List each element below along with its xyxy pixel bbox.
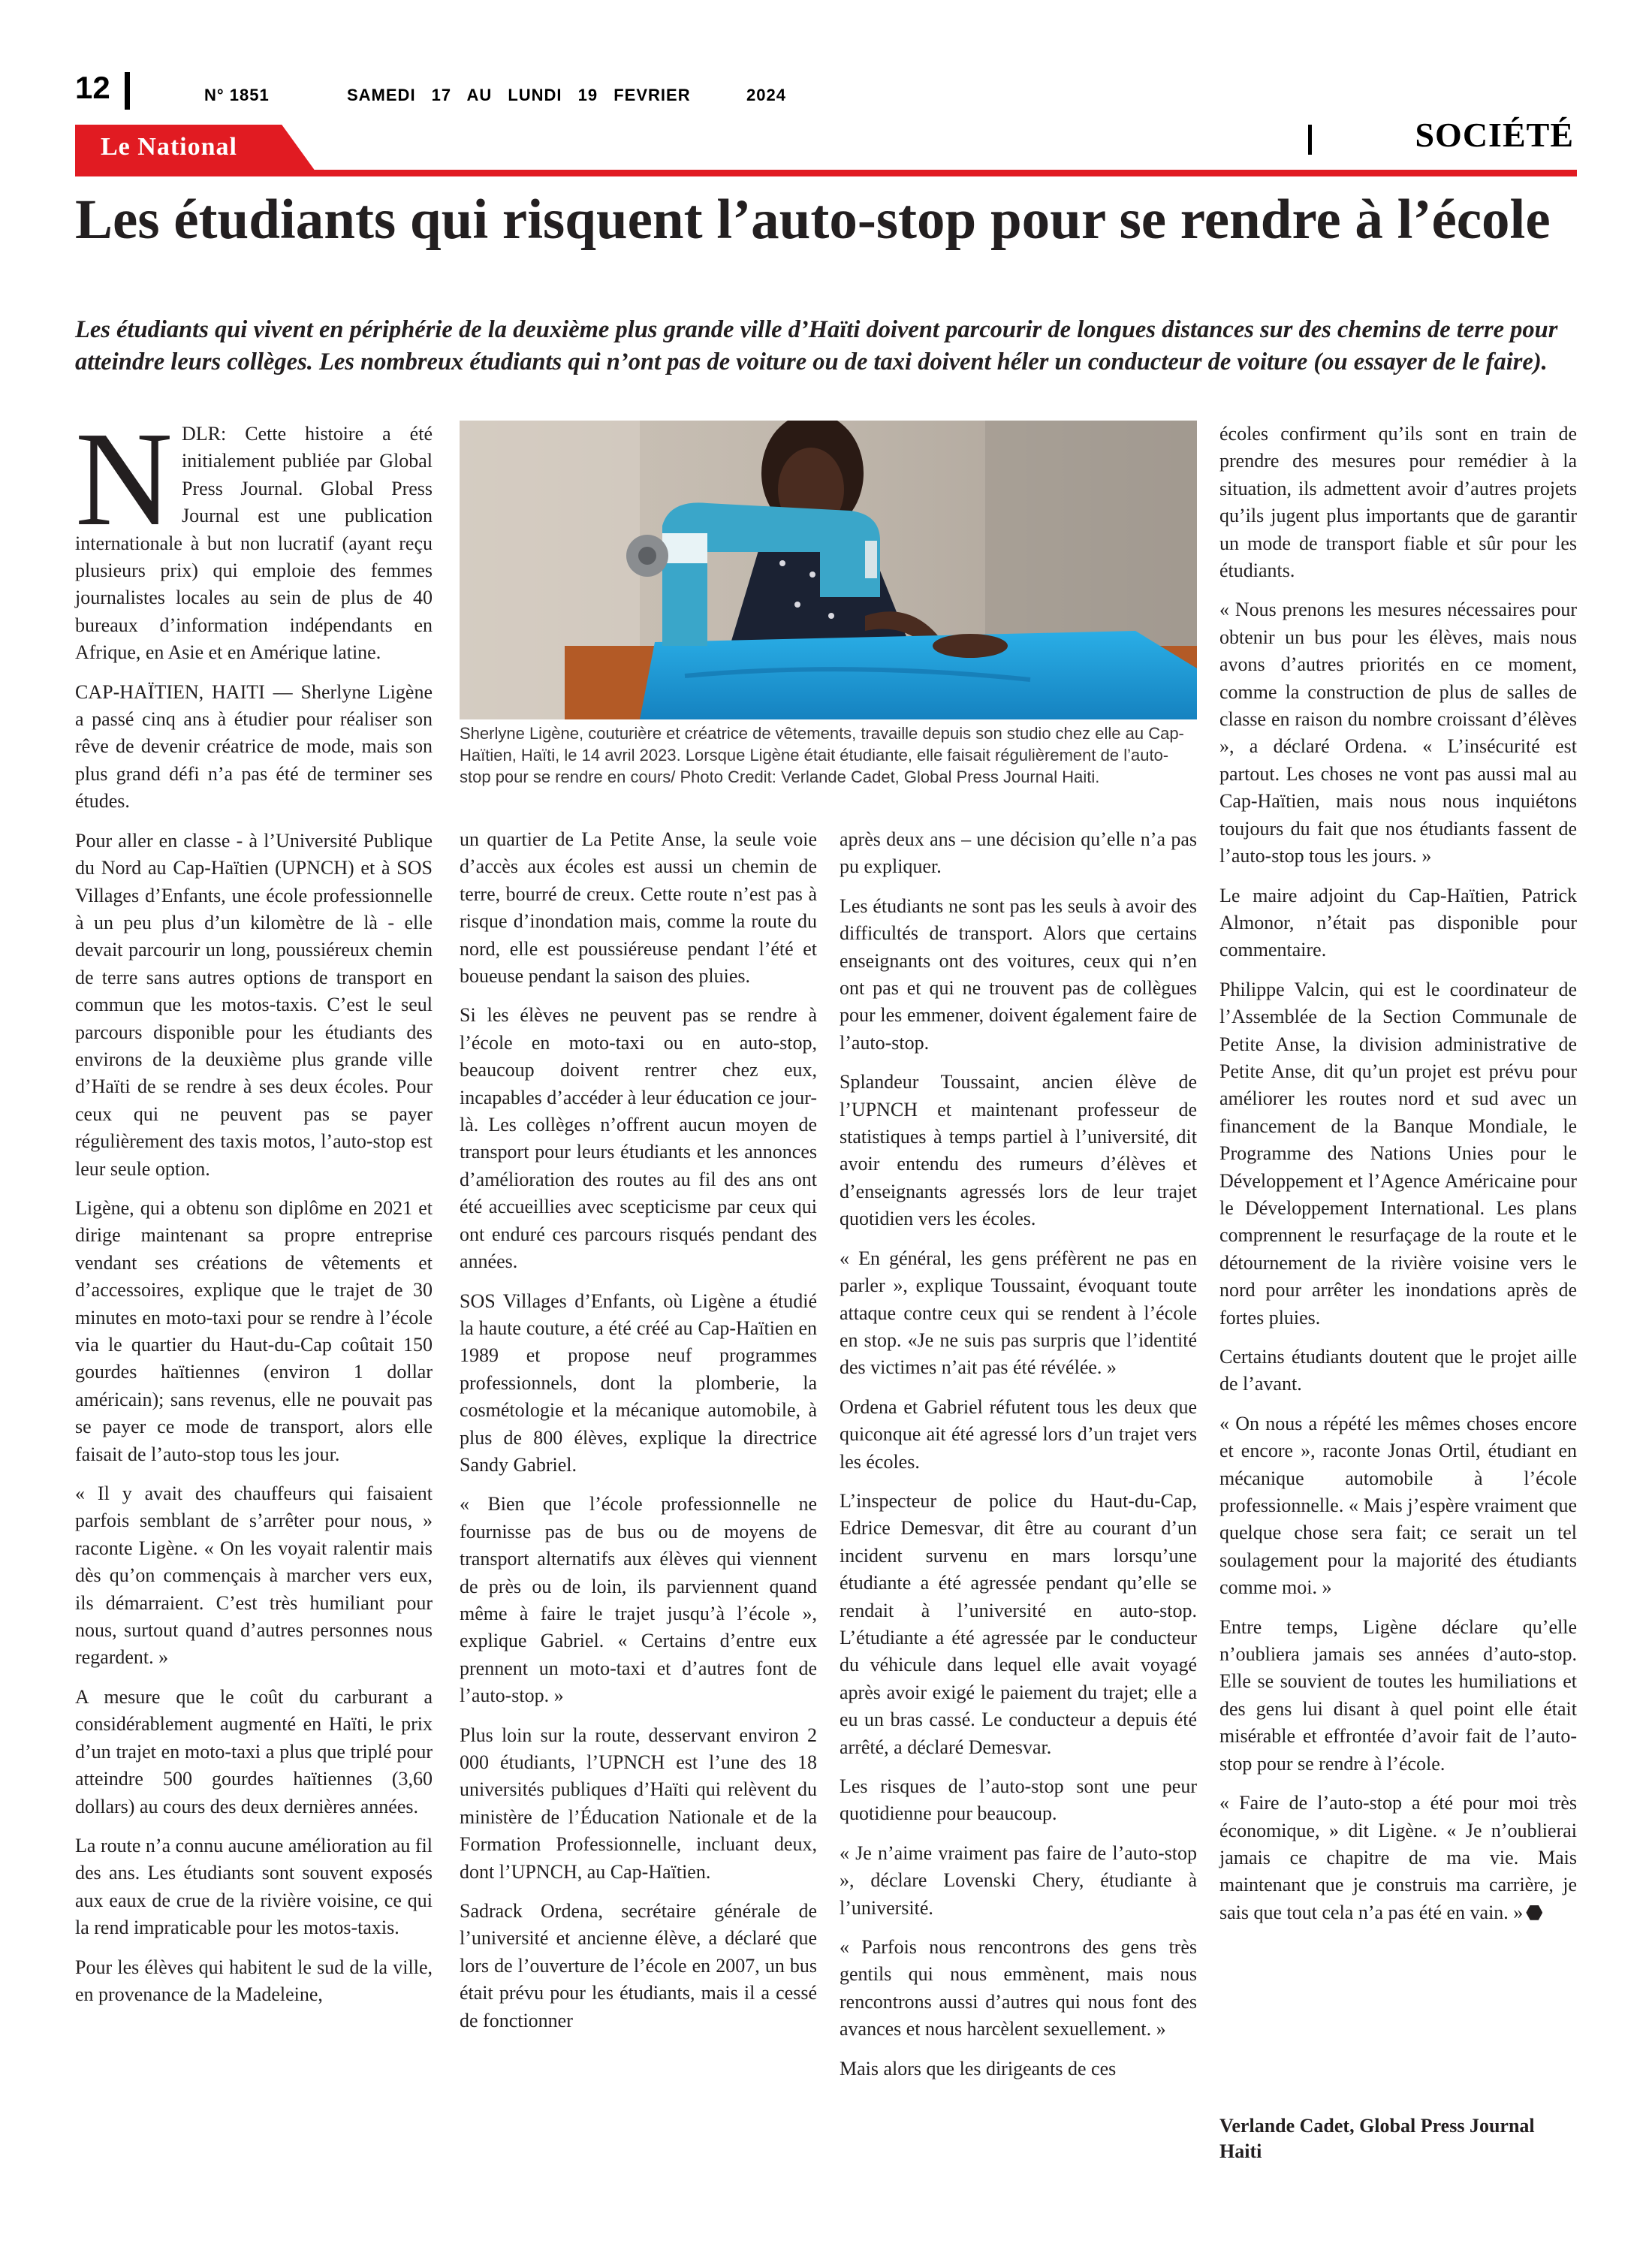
paragraph: « Je n’aime vraiment pas faire de l’auto-stop », déclare Lovenski Chery, étudiante à l’université. — [840, 1841, 1197, 1919]
paragraph: Les risques de l’auto-stop sont une peur quotidienne pour beaucoup. — [840, 1775, 1197, 1825]
photo-caption: Sherlyne Ligène, couturière et créatrice de vêtements, travaille depuis son studio chez elle au Cap-Haïtien, Haïti, le 14 avril 2023. Lorsque Ligène était étudiante, elle faisait régulièrement de l’auto-stop pour se rendre en cours/ Photo Credit: Verlande Cadet, Global Press Journal Haiti. — [460, 724, 1184, 786]
paragraph: Le maire adjoint du Cap-Haïtien, Patrick Almonor, n’était pas disponible pour commentaire. — [1219, 884, 1577, 961]
end-mark-icon — [1526, 1905, 1542, 1920]
paragraph: SOS Villages d’Enfants, où Ligène a étudié la haute couture, a été créé au Cap-Haïtien en 1989 et propose neuf programmes professionnels, dont la plomberie, la cosmétologie et la mécanique automobile, à plus de 800 élèves, explique la directrice Sandy Gabriel. — [460, 1289, 817, 1476]
brand-name: Le National — [101, 133, 237, 161]
paragraph: Ordena et Gabriel réfutent tous les deux que quiconque ait été agressé lors d’un trajet vers les écoles. — [840, 1395, 1197, 1473]
final-paragraph: « Faire de l’auto-stop a été pour moi très économique, » dit Ligène. « Je n’oublierai jamais ce chapitre de ma vie. Mais maintenant que je construis ma carrière, je sais que tout cela n’a pas été en vain. » — [1219, 1792, 1577, 1923]
paragraph: Plus loin sur la route, desservant environ 2 000 étudiants, l’UPNCH est l’une des 18 universités publiques d’Haïti qui relèvent du ministère de l’Éducation Nationale et de la Formation Professionnelle, incluant deux, dont l’UPNCH, au Cap-Haïtien. — [460, 1724, 817, 1883]
paragraph: Pour aller en classe - à l’Université Publique du Nord au Cap-Haïtien (UPNCH) et à SOS Villages d’Enfants, une école professionnelle à un peu plus d’un kilomètre de là - elle devait parcourir un long, poussiéreux chemin de terre sans autres options de transport en commun que les motos-taxis. C’est le seul parcours disponible pour les étudiants des environs de la deuxième plus grande ville d’Haïti de se rendre à ses deux écoles. Pour ceux qui ne peuvent pas se payer régulièrement des taxis motos, l’auto-stop est leur seule option. — [75, 829, 433, 1180]
paragraph: CAP-HAÏTIEN, HAITI — Sherlyne Ligène a passé cinq ans à étudier pour réaliser son rêve de devenir créatrice de mode, mais son plus grand défi n’a pas été de terminer ses études. — [75, 680, 433, 813]
paragraph: Si les élèves ne peuvent pas se rendre à l’école en moto-taxi ou en auto-stop, beaucoup doivent rentrer chez eux, incapables d’accéder à leur éducation ce jour-là. Les collèges n’offrent aucun moyen de transport pour leurs étudiants et les annonces d’amélioration des routes au fil des ans ont été accueillies avec scepticisme par ceux qui ont enduré ces parcours risqués pendant des années. — [460, 1004, 817, 1273]
paragraph: La route n’a connu aucune amélioration au fil des ans. Les étudiants sont souvent exposés aux eaux de crue de la rivière voisine, ce qui la rend impraticable pour les motos-taxis. — [75, 1834, 433, 1939]
section-divider — [1308, 125, 1312, 155]
issue-date: SAMEDI 17 AU LUNDI 19 FEVRIER — [347, 86, 691, 104]
paragraph: « Il y avait des chauffeurs qui faisaient parfois semblant de s’arrêter pour nous, » raconte Ligène. « On les voyait ralentir mais dès qu’on commençais à marcher vers eux, ils démarraient. C’est très humiliant pour nous, surtout quand d’autres personnes nous regardent. » — [75, 1482, 433, 1669]
header-rule — [75, 170, 1577, 176]
article-deck: Les étudiants qui vivent en périphérie de la deuxième plus grande ville d’Haïti doivent parcourir de longues distances sur des chemins de terre pour atteindre leurs collèges. Les nombreux étudiants qui n’ont pas de voiture ou de taxi doivent héler un conducteur de voiture (ou essayer de le faire). — [75, 316, 1558, 376]
drop-cap: N — [75, 404, 173, 553]
article-title: Les étudiants qui risquent l’auto-stop pour se rendre à l’école — [75, 189, 1551, 251]
paragraph: après deux ans – une décision qu’elle n’a pas pu expliquer. — [840, 828, 1197, 878]
paragraph: « En général, les gens préfèrent ne pas en parler », explique Toussaint, évoquant toute attaque contre ceux qui se rendent à l’école en stop. «Je ne suis pas surpris que l’identité des victimes n’ait pas été révélée. » — [840, 1247, 1197, 1379]
paragraph: « Nous prenons les mesures nécessaires pour obtenir un bus pour les élèves, mais nous avons d’autres priorités en ce moment, comme la construction de plus de salles de classe en raison du nombre croissant d’élèves », a déclaré Ordena. « L’insécurité est partout. Les choses ne vont pas aussi mal au Cap-Haïtien, mais nous nous inquiétons toujours du fait que nos étudiants fassent de l’auto-stop tous les jours. » — [1219, 599, 1577, 867]
section-name: SOCIÉTÉ — [1415, 116, 1574, 154]
page-number-divider — [125, 72, 130, 110]
byline: Verlande Cadet, Global Press Journal Haiti — [1219, 2115, 1535, 2162]
paragraph: « Bien que l’école professionnelle ne fournisse pas de bus ou de moyens de transport alternatifs aux élèves qui viennent de près ou de loin, ils parviennent quand même à faire le trajet jusqu’à l’école », explique Gabriel. « Certains d’entre eux prennent un moto-taxi et d’autres font de l’auto-stop. » — [460, 1493, 817, 1707]
paragraph: Pour les élèves qui habitent le sud de la ville, en provenance de la Madeleine, — [75, 1956, 433, 2005]
page-number: 12 — [75, 70, 110, 105]
paragraph: écoles confirment qu’ils sont en train de prendre des mesures pour remédier à la situation, ils admettent avoir d’autres projets qu’ils jugent plus importants que de garantir un mode de transport fiable et sûr pour les étudiants. — [1219, 423, 1577, 582]
paragraph: L’inspecteur de police du Haut-du-Cap, Edrice Demesvar, dit être au courant d’un incident survenu en mars lorsqu’une étudiante a été agressée pendant qu’elle se rendait à l’université en auto-stop. L’étudiante a été agressée par le conducteur du véhicule dans lequel elle avait voyagé après avoir exigé le paiement du trajet; elle a eu un bras cassé. Le conducteur a depuis été arrêté, a déclaré Demesvar. — [840, 1489, 1197, 1758]
paragraph: « On nous a répété les mêmes choses encore et encore », raconte Jonas Ortil, étudiant en mécanique automobile à l’école professionnelle. « Mais j’espère vraiment que quelque chose sera fait; ce serait un tel soulagement pour la majorité des étudiants comme moi. » — [1219, 1412, 1577, 1599]
article-photo — [460, 421, 1197, 719]
paragraph: Mais alors que les dirigeants de ces — [840, 2057, 1117, 2080]
paragraph: A mesure que le coût du carburant a considérablement augmenté en Haïti, le prix d’un trajet en moto-taxi a plus que triplé pour atteindre 500 gourdes haïtiennes (3,60 dollars) au cours des deux dernières années. — [75, 1685, 433, 1817]
column-3 — [840, 826, 1197, 2095]
paragraph: Philippe Valcin, qui est le coordinateur de l’Assemblée de la Section Communale de Petite Anse, la division administrative de Petite Anse, dit qu’un projet est prévu pour améliorer les routes nord et sud avec un financement de la Banque Mondiale, le Programme des Nations Unies pour le Développement et l’Agence Américaine pour le Développement International. Les plans comprennent le resurfaçage de la route et le détournement de la rivière voisine vers le nord pour arrêter les inondations après de fortes pluies. — [1219, 978, 1577, 1329]
seamstress-photo-illustration — [460, 421, 1197, 719]
paragraph: Sadrack Ordena, secrétaire générale de l’université et ancienne élève, a déclaré que lors de l’ouverture de l’école en 2007, un bus était prévu pour les étudiants, mais il a cessé de fonctionner — [460, 1900, 817, 2031]
paragraph: Les étudiants ne sont pas les seuls à avoir des difficultés de transport. Alors que certains enseignants ont des voitures, ceux qui n’en ont pas et qui ne trouvent pas de collègues pour les emmener, doivent également faire de l’auto-stop. — [840, 894, 1197, 1054]
column-4 — [1219, 421, 1577, 1938]
issue-year: 2024 — [746, 86, 786, 104]
paragraph: Ligène, qui a obtenu son diplôme en 2021 et dirige maintenant sa propre entreprise vendant ses créations de vêtements et d’accessoires, explique que le trajet de 30 minutes en moto-taxi pour se rendre à l’école via le quartier du Haut-du-Cap coûtait 150 gourdes haïtiennes (environ 1 dollar américain); sans revenus, elle ne pouvait pas se payer ce mode de transport, alors elle faisait de l’auto-stop tous les jour. — [75, 1196, 433, 1465]
paragraph: Certains étudiants doutent que le projet aille de l’avant. — [1219, 1346, 1577, 1395]
paragraph: « Parfois nous rencontrons des gens très gentils qui nous emmènent, mais nous rencontrons aussi d’autres qui nous font des avances et nous harcèlent sexuellement. » — [840, 1936, 1197, 2040]
column-1 — [75, 404, 433, 2020]
column-2 — [460, 826, 817, 2046]
paragraph: Entre temps, Ligène déclare qu’elle n’oubliera jamais ses années d’auto-stop. Elle se souvient de toutes les humiliations et des gens lui disant à quel point elle était misérable et effrontée d’avoir fait de l’auto-stop pour se rendre à l’école. — [1219, 1615, 1577, 1775]
issue-number: N° 1851 — [204, 86, 270, 104]
paragraph: Splandeur Toussaint, ancien élève de l’UPNCH et maintenant professeur de statistiques à temps partiel à l’université, dit avoir entendu des rumeurs d’élèves et d’enseignants agressés lors de leur trajet quotidien vers les écoles. — [840, 1071, 1197, 1230]
editor-note: NDLR: Cette histoire a été initialement publiée par Global Press Journal. Global Press Journal est une publication internationale à but non lucratif (ayant reçu plusieurs prix) qui emploie des femmes journalistes locales au sein de plus de 40 bureaux d’information indépendants en Afrique, en Asie et en Amérique latine. — [75, 404, 433, 664]
paragraph: un quartier de La Petite Anse, la seule voie d’accès aux écoles est aussi un chemin de terre, bourré de creux. Cette route n’est pas à risque d’inondation mais, comme la route du nord, elle est poussiéreuse pendant l’été et boueuse pendant la saison des pluies. — [460, 828, 817, 988]
